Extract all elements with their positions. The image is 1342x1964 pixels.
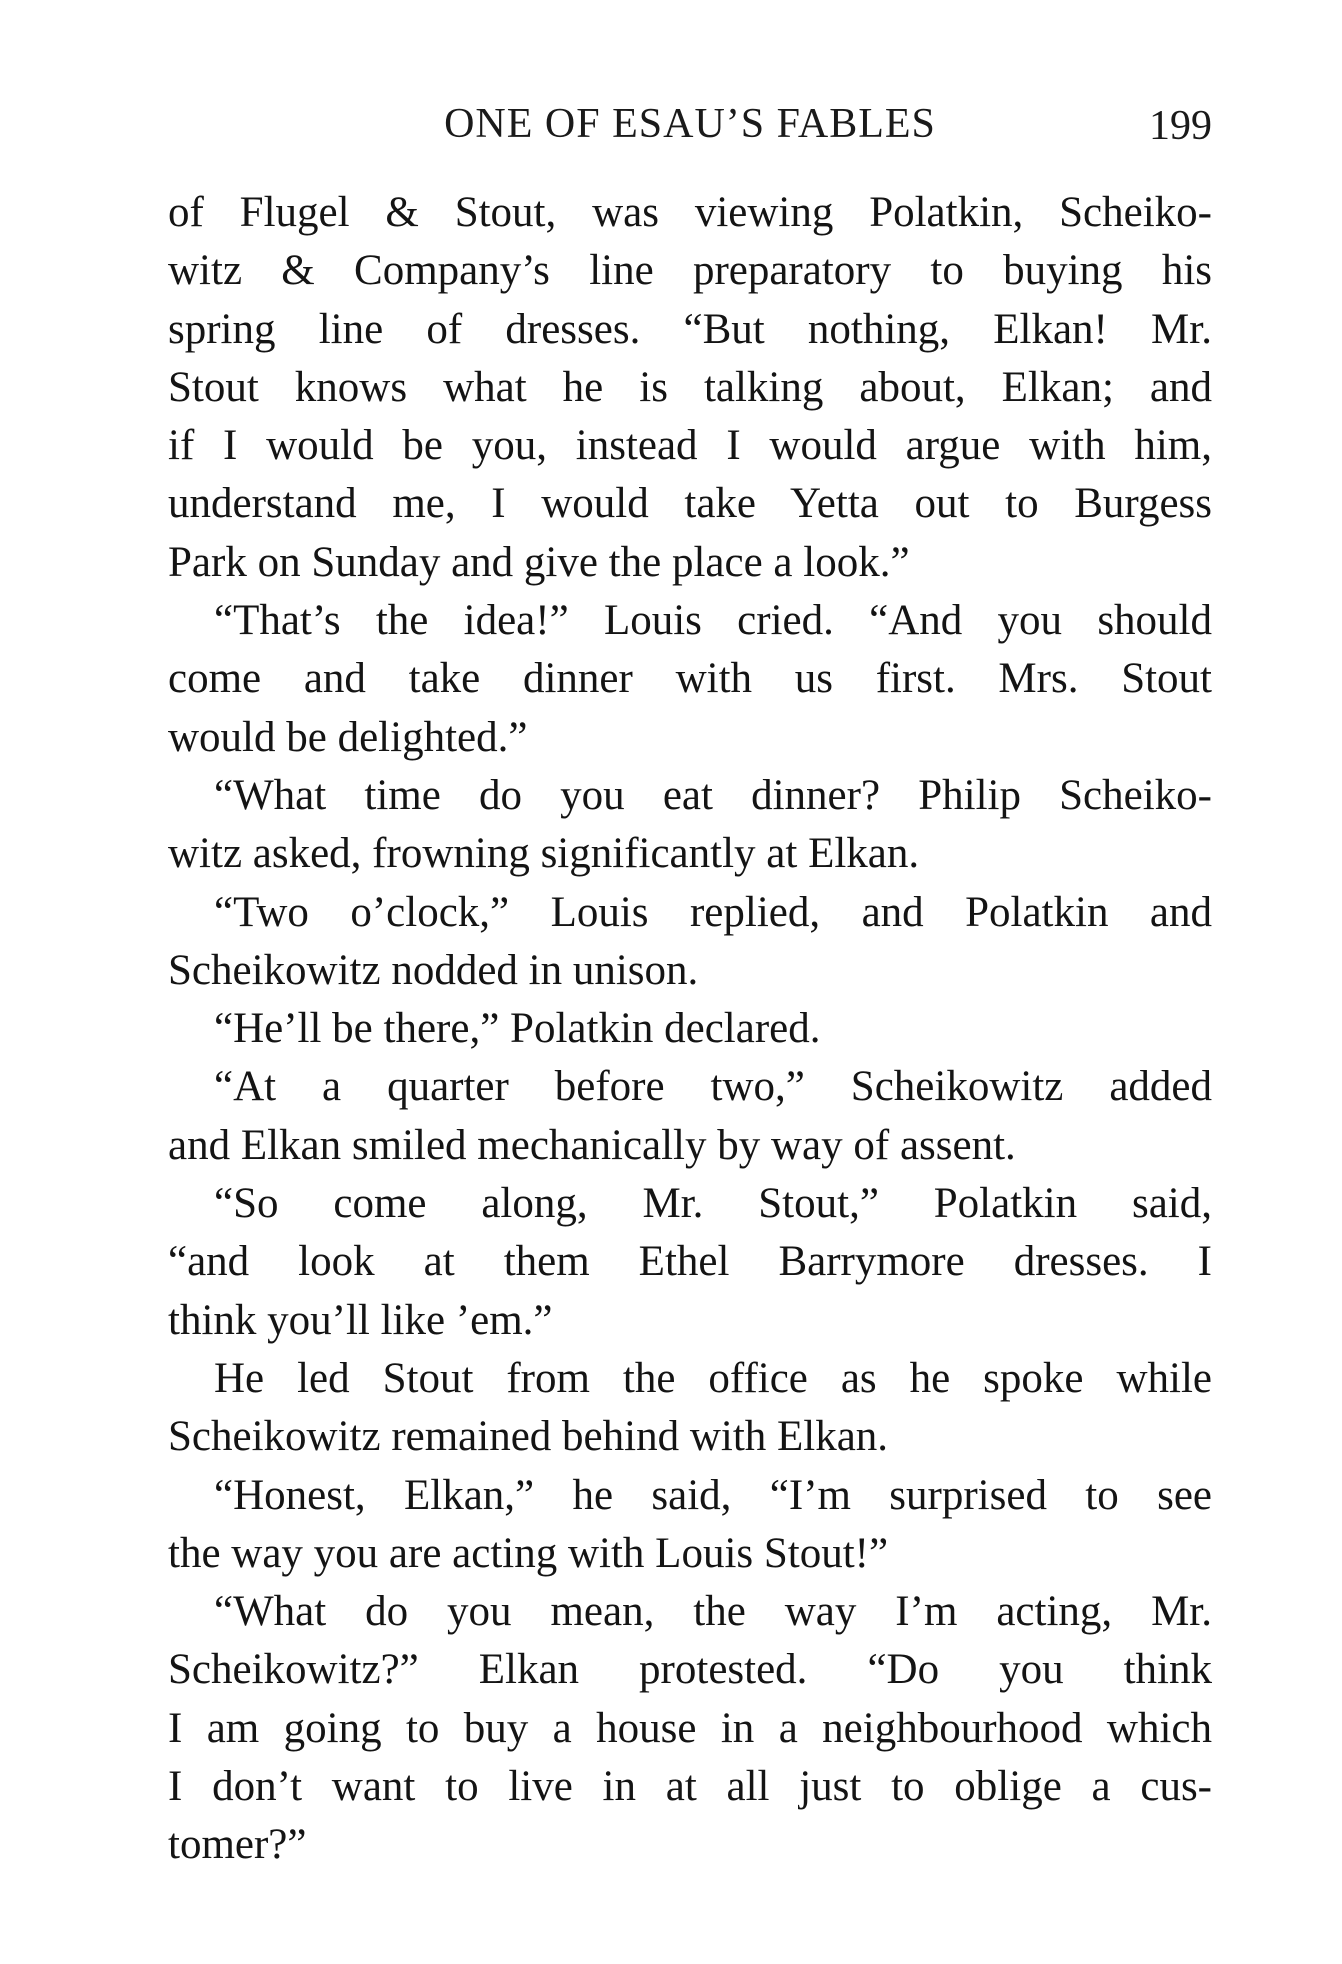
text-line: Park on Sunday and give the place a look.”: [168, 538, 910, 586]
text-line: He led Stout from the office as he spoke while: [214, 1354, 1212, 1402]
text-line: Scheikowitz?” Elkan protested. “Do you think: [168, 1646, 1212, 1694]
text-line: and Elkan smiled mechanically by way of assent.: [168, 1121, 1016, 1169]
paragraph: [168, 1583, 1212, 1874]
text-line: tomer?”: [168, 1821, 307, 1869]
paragraph: [168, 767, 1212, 884]
body-text: [168, 184, 1212, 1875]
text-line: “Honest, Elkan,” he said, “I’m surprised to see: [214, 1471, 1212, 1519]
text-line: of Flugel & Stout, was viewing Polatkin, Scheiko-: [168, 189, 1212, 236]
text-line: spring line of dresses. “But nothing, Elkan! Mr.: [168, 305, 1212, 353]
running-head: [168, 100, 1212, 160]
text-line: would be delighted.”: [168, 713, 528, 761]
running-head-title: ONE OF ESAU’S FABLES: [444, 101, 936, 147]
paragraph: [168, 1350, 1212, 1467]
text-line: understand me, I would take Yetta out to Burgess: [168, 480, 1212, 528]
text-line: if I would be you, instead I would argue with him,: [168, 422, 1212, 470]
text-line: “What time do you eat dinner? Philip Scheiko-: [214, 771, 1212, 819]
text-line: witz asked, frowning significantly at Elkan.: [168, 830, 920, 878]
text-line: I am going to buy a house in a neighbourhood which: [168, 1704, 1212, 1752]
text-line: “That’s the idea!” Louis cried. “And you should: [214, 597, 1212, 645]
page-number: 199: [1149, 103, 1212, 149]
paragraph: [168, 1467, 1212, 1584]
text-line: “Two o’clock,” Louis replied, and Polatkin and: [214, 888, 1212, 936]
text-line: think you’ll like ’em.”: [168, 1296, 553, 1344]
paragraph: [168, 1175, 1212, 1350]
text-line: “So come along, Mr. Stout,” Polatkin said,: [214, 1180, 1212, 1228]
text-line: “He’ll be there,” Polatkin declared.: [214, 1005, 821, 1053]
text-line: Scheikowitz remained behind with Elkan.: [168, 1413, 889, 1461]
text-line: the way you are acting with Louis Stout!”: [168, 1529, 889, 1577]
text-line: Stout knows what he is talking about, Elkan; and: [168, 363, 1212, 411]
text-line: Scheikowitz nodded in unison.: [168, 946, 699, 994]
paragraph: [168, 592, 1212, 767]
text-line: come and take dinner with us first. Mrs. Stout: [168, 655, 1212, 703]
paragraph: [168, 184, 1212, 592]
text-line: I don’t want to live in at all just to oblige a cus-: [168, 1763, 1212, 1811]
paragraph: [168, 884, 1212, 1001]
paragraph: [168, 1058, 1212, 1175]
text-line: “At a quarter before two,” Scheikowitz added: [214, 1063, 1212, 1111]
text-line: witz & Company’s line preparatory to buying his: [168, 247, 1212, 295]
text-line: “and look at them Ethel Barrymore dresses. I: [168, 1238, 1212, 1286]
text-line: “What do you mean, the way I’m acting, Mr.: [214, 1588, 1212, 1636]
paragraph: [168, 1000, 1212, 1058]
